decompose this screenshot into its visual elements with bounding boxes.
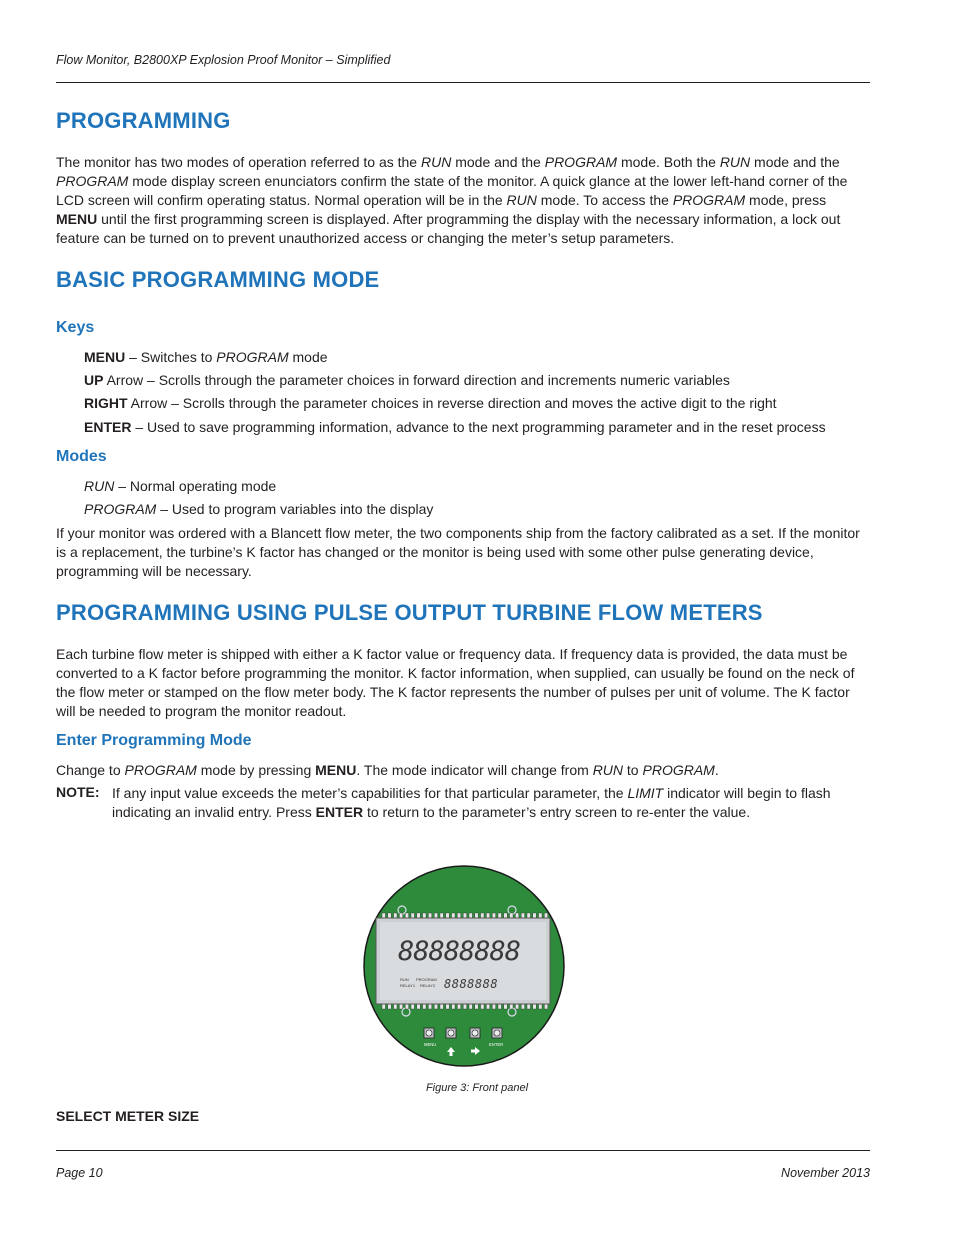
lcd-pin (486, 1004, 489, 1009)
front-panel-figure (362, 864, 566, 1068)
lcd-pin (533, 913, 536, 918)
lcd-pin (539, 1004, 542, 1009)
lcd-pin (527, 913, 530, 918)
lcd-pin (434, 913, 437, 918)
page-number: Page 10 (56, 1166, 103, 1180)
lcd-pin (463, 1004, 466, 1009)
lcd-pin (434, 1004, 437, 1009)
lcd-pin (446, 1004, 449, 1009)
lcd-pin (428, 1004, 431, 1009)
lcd-pin (469, 913, 472, 918)
heading-basic-programming-mode: BASIC PROGRAMMING MODE (56, 267, 380, 292)
lcd-pin (475, 1004, 478, 1009)
lcd-pin (521, 913, 524, 918)
lcd-pin (417, 1004, 420, 1009)
figure-caption: Figure 3: Front panel (425, 1082, 529, 1094)
lcd-pin (544, 913, 547, 918)
heading-enter-programming-mode: Enter Programming Mode (56, 732, 252, 749)
lcd-pin (492, 1004, 495, 1009)
key-right: RIGHT Arrow – Scrolls through the parameter choices in reverse direction and moves the active digit to the right (84, 395, 777, 411)
lcd-label-program: PROGRAM (416, 977, 437, 982)
lcd-pin (399, 913, 402, 918)
lcd-pin (382, 913, 385, 918)
lcd-pin (527, 1004, 530, 1009)
key-enter: ENTER – Used to save programming information, advance to the next programming parameter and in the reset process (84, 419, 826, 435)
lcd-pin (544, 1004, 547, 1009)
programming-paragraph: The monitor has two modes of operation referred to as the RUN mode and the PROGRAM mode. Both the RUN mode and the PROGRAM mode display screen enunciators confirm the state of the monitor. A quick glance at the lower left-hand corner of the LCD screen will confirm operating status. Normal operation will be in the RUN mode. To access the PROGRAM mode, press MENU until the first programming screen is displayed. After programming the display with the necessary information, a lock out feature can be turned on to prevent unauthorized access or changing the meter’s setup parameters. (56, 154, 848, 246)
lcd-label-relay1: RELAY1 (400, 983, 416, 988)
key-up: UP Arrow – Scrolls through the parameter choices in forward direction and increments numeric variables (84, 372, 730, 388)
footer-date: November 2013 (781, 1166, 870, 1180)
mode-run: RUN – Normal operating mode (84, 478, 277, 494)
lcd-pin (492, 913, 495, 918)
lcd-pin (457, 1004, 460, 1009)
lcd-pins-bottom (382, 1004, 548, 1009)
lcd-pin (446, 913, 449, 918)
note-label: NOTE: (56, 784, 100, 800)
lcd-pin (475, 913, 478, 918)
lcd-pin (405, 913, 408, 918)
basic-paragraph: If your monitor was ordered with a Blancett flow meter, the two components ship from the factory calibrated as a set. If the monitor is a replacement, the turbine’s K factor has changed or the monitor is being used with some other pulse generating device, programming will be necessary. (56, 525, 860, 579)
lcd-pin (469, 1004, 472, 1009)
lcd-pin (504, 913, 507, 918)
lcd-pin (423, 1004, 426, 1009)
footer-rule (56, 1150, 870, 1151)
lcd-small-digits: 8888888 (444, 977, 499, 991)
lcd-pin (539, 913, 542, 918)
lcd-pin (533, 1004, 536, 1009)
lcd-pin (405, 1004, 408, 1009)
lcd-label-run: RUN (400, 977, 409, 982)
lcd-pin (399, 1004, 402, 1009)
heading-modes: Modes (56, 448, 107, 465)
lcd-pin (394, 1004, 397, 1009)
lcd-pin (463, 913, 466, 918)
header-rule (56, 82, 870, 83)
mode-program: PROGRAM – Used to program variables into the display (84, 501, 434, 517)
select-meter-size-heading: SELECT METER SIZE (56, 1108, 200, 1124)
lcd-pin (498, 913, 501, 918)
lcd-pin (382, 1004, 385, 1009)
note-text: If any input value exceeds the meter’s capabilities for that particular parameter, the LIMIT indicator will begin to flash indicating an invalid entry. Press ENTER to return to the parameter’s entry screen to re-enter the value. (112, 785, 831, 820)
lcd-pin (498, 1004, 501, 1009)
lcd-pin (440, 1004, 443, 1009)
lcd-pin (423, 913, 426, 918)
key-menu: MENU – Switches to PROGRAM mode (84, 349, 328, 365)
lcd-pin (457, 913, 460, 918)
pulse-paragraph: Each turbine flow meter is shipped with either a K factor value or frequency data. If frequency data is provided, the data must be converted to a K factor before programming the monitor. K factor information, when supplied, can usually be found on the neck of the flow meter or stamped on the flow meter body. The K factor represents the number of pulses per unit of volume. The K factor will be needed to program the monitor readout. (56, 646, 855, 719)
lcd-label-relay2: RELAY2 (420, 983, 436, 988)
running-header: Flow Monitor, B2800XP Explosion Proof Monitor – Simplified (56, 53, 391, 67)
lcd-pin (388, 913, 391, 918)
lcd-pin (452, 1004, 455, 1009)
lcd-pins-top (382, 913, 548, 918)
lcd-pin (411, 1004, 414, 1009)
enter-key-label: ENTER (489, 1042, 504, 1047)
heading-programming: PROGRAMMING (56, 108, 231, 133)
lcd-pin (515, 913, 518, 918)
lcd-pin (428, 913, 431, 918)
lcd-pin (417, 913, 420, 918)
lcd-pin (510, 1004, 513, 1009)
heading-keys: Keys (56, 319, 95, 336)
lcd-pin (394, 913, 397, 918)
lcd-main-digits: 88888888 (398, 936, 521, 967)
lcd-pin (452, 913, 455, 918)
menu-key-label: MENU (424, 1042, 437, 1047)
lcd-pin (440, 913, 443, 918)
lcd-pin (411, 913, 414, 918)
heading-pulse-output: PROGRAMMING USING PULSE OUTPUT TURBINE FLOW METERS (56, 600, 763, 625)
lcd-pin (510, 913, 513, 918)
enter-paragraph: Change to PROGRAM mode by pressing MENU. The mode indicator will change from RUN to PROGRAM. (56, 762, 719, 778)
lcd-pin (481, 913, 484, 918)
lcd-pin (388, 1004, 391, 1009)
lcd-pin (504, 1004, 507, 1009)
lcd-pin (515, 1004, 518, 1009)
lcd-pin (486, 913, 489, 918)
lcd-pin (521, 1004, 524, 1009)
lcd-pin (481, 1004, 484, 1009)
